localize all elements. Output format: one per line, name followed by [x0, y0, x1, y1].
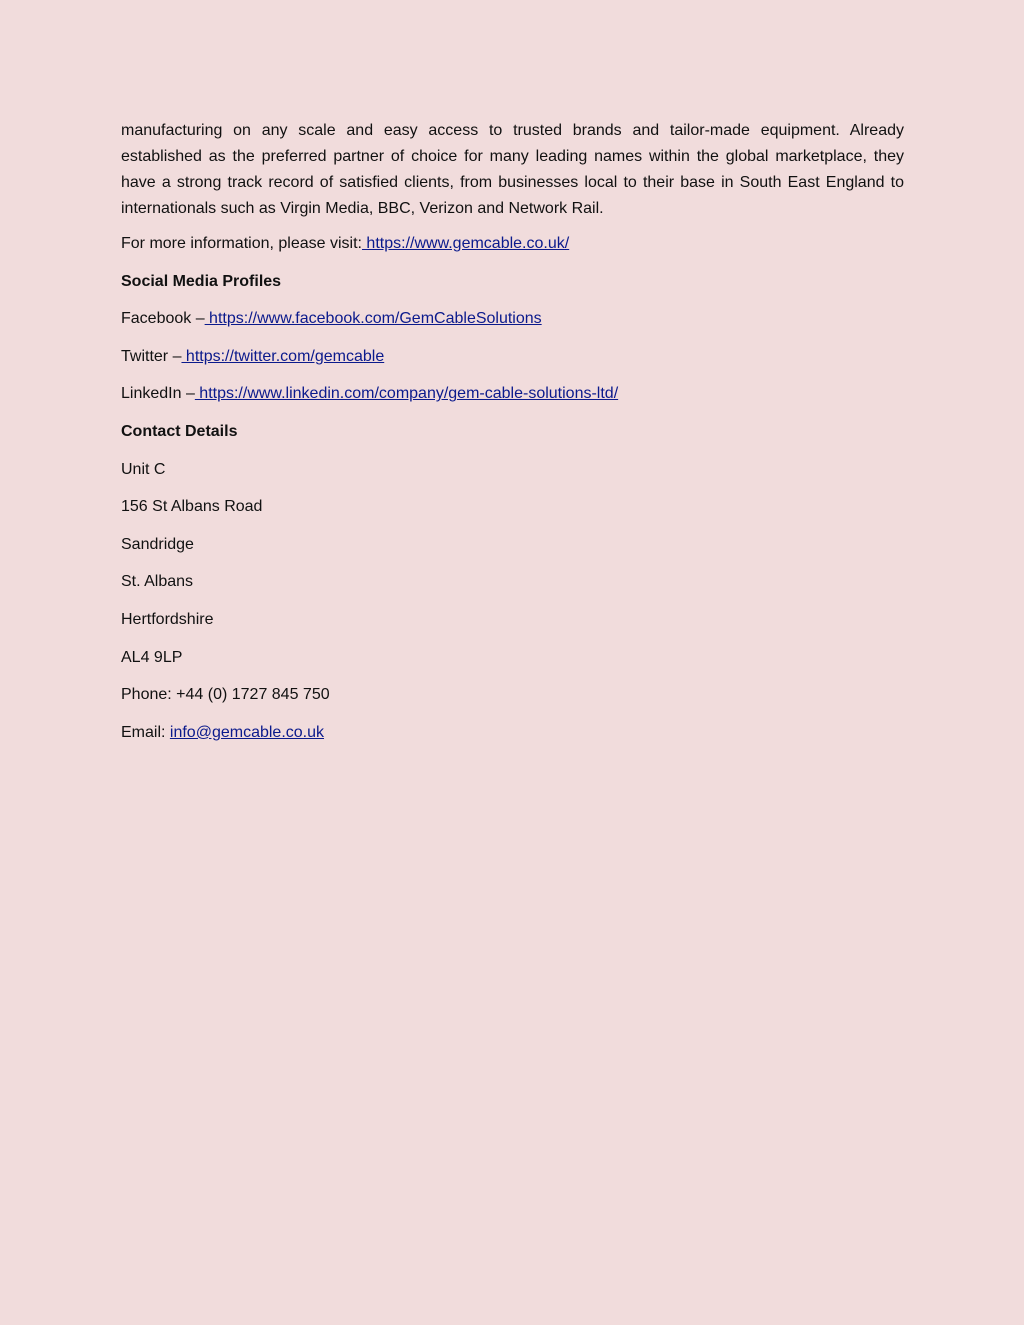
- twitter-label: Twitter –: [121, 347, 182, 365]
- facebook-label: Facebook –: [121, 310, 205, 328]
- email-line: [121, 722, 904, 760]
- document-body: [121, 118, 904, 759]
- contact-details-heading: Contact Details: [121, 422, 238, 440]
- twitter-link[interactable]: https://twitter.com/gemcable: [181, 347, 385, 365]
- address-line-county: Hertfordshire: [121, 610, 214, 628]
- email-label: Email:: [121, 723, 170, 741]
- linkedin-label: LinkedIn –: [121, 385, 195, 403]
- address-line-town: St. Albans: [121, 573, 194, 591]
- address-line-street: 156 St Albans Road: [121, 498, 263, 516]
- address-line-postcode: AL4 9LP: [121, 648, 183, 666]
- intro-paragraph: manufacturing on any scale and easy access to trusted brands and tailor-made equipment. Already established as the preferred partner of choice for many leading names within the global marketplace, they have a strong track record of satisfied clients, from businesses local to their base in South East England to internationals such as Virgin Media, BBC, Verizon and Network Rail.: [121, 122, 904, 217]
- social-media-heading: Social Media Profiles: [121, 272, 282, 290]
- email-link[interactable]: info@gemcable.co.uk: [169, 723, 325, 741]
- linkedin-line: [121, 383, 904, 421]
- twitter-line: [121, 346, 904, 384]
- more-info-line: [121, 233, 904, 271]
- linkedin-link[interactable]: https://www.linkedin.com/company/gem-cable-solutions-ltd/: [194, 385, 619, 403]
- address-line-unit: Unit C: [121, 460, 166, 478]
- more-info-label: For more information, please visit:: [121, 235, 362, 252]
- facebook-link[interactable]: https://www.facebook.com/GemCableSolutions: [204, 310, 542, 328]
- website-link[interactable]: https://www.gemcable.co.uk/: [361, 235, 570, 252]
- address-line-locality: Sandridge: [121, 535, 194, 553]
- facebook-line: [121, 308, 904, 346]
- phone-line: Phone: +44 (0) 1727 845 750: [121, 686, 330, 704]
